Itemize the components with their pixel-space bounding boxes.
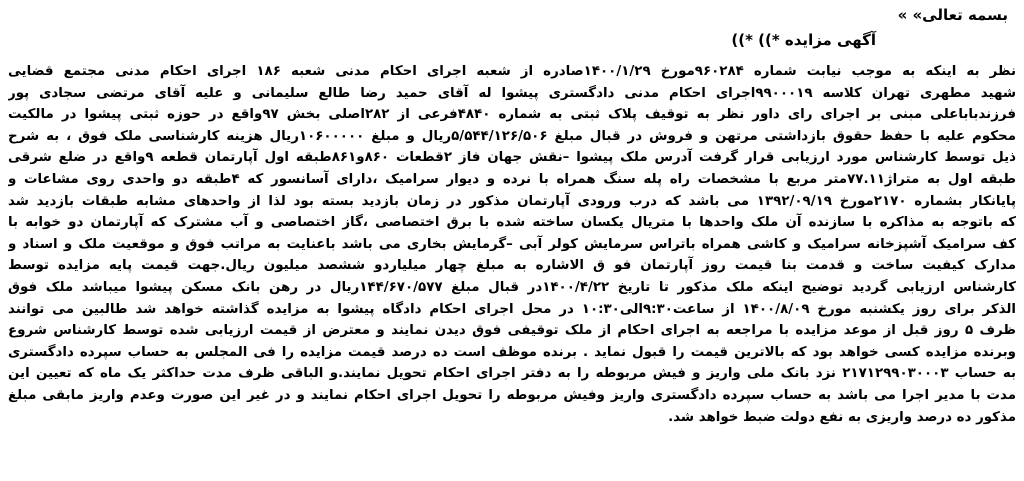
notice-line: مدارک کیفیت ساخت و قدمت بنا قیمت روز آپارتمان فو ق الاشاره به مبلغ چهار میلیاردو ششصد میلیون ریال.جهت قیمت پایه مزایده توسط [8, 258, 1016, 274]
notice-line: فرزندباباعلی مبنی بر اجرای رای داور نظر به توقیف پلاک ثبتی به شماره ۴۸۴۰فرعی از ۲۸۲اصلی بخش ۹۷واقع در حوزه ثبتی پیشوا در مالکیت [8, 107, 1016, 123]
notice-body [8, 61, 1016, 428]
notice-line-final: مذکور ده درصد واریزی به نفع دولت ضبط خواهد شد. [668, 409, 1016, 425]
notice-line: کارشناس ارزیابی گردید توضیح اینکه ملک مذکور تا تاریخ ۱۴۰۰/۴/۲۲در قبال مبلغ ۱۴۴/۶۷۰/۵۷۷ریال در رهن بانک مسکن پیشوا میباشد ملک فوق [8, 279, 1016, 295]
notice-line: شهید مطهری تهران کلاسه ۹۹۰۰۰۱۹اجرای احکام مدنی دادگستری پیشوا له آقای حمید رضا طالع سلیمانی و علیه آقای مرتضی سجادی پور [8, 85, 1016, 101]
notice-line: پایانکار بشماره ۲۱۷۰مورخ ۱۳۹۲/۰۹/۱۹ می باشد که درب ورودی آپارتمان مذکور در زمان بازدید بسته بود لذا از واحدهای مشابه طبقات بازدید شد [8, 193, 1016, 209]
notice-line: نظر به اینکه به موجب نیابت شماره ۹۶۰۲۸۴مورخ ۱۴۰۰/۱/۲۹صادره از شعبه اجرای احکام مدنی شعبه ۱۸۶ اجرای احکام مدنی مجتمع قضایی [8, 64, 1016, 79]
notice-title: آگهی مزایده *)) *)) [731, 31, 876, 49]
notice-line: محکوم علیه با حفظ حقوق بازداشتی مرتهن و فروش در قبال مبلغ ۵/۵۴۴/۱۲۶/۵۰۶ریال و مبلغ ۱۰۶۰۰۰۰۰ریال هزینه کارشناسی ملک فوق ، به شرح [8, 128, 1016, 144]
notice-line: وبرنده مزایده کسی خواهد بود که بالاترین قیمت را قبول نماید . برنده موظف است ده درصد قیمت مزایده را فی المجلس به حساب سپرده دادگستری [8, 344, 1016, 360]
notice-line: کف سرامیک آشپزخانه سرامیک و کاشی همراه باتراس سرمایش کولر آبی –گرمایش بخاری می باشد باعنایت به مراتب فوق و موقعیت ملک و اسناد و [8, 236, 1016, 252]
notice-line: الذکر برای روز یکشنبه مورخ ۱۴۰۰/۸/۰۹ از ساعت۹:۳۰الی۱۰:۳۰ در محل اجرای احکام دادگاه پیشوا به مزایده گذاشته خواهد شد طالبین می توانند [8, 301, 1016, 317]
notice-header: بسمه تعالی» » [897, 6, 1008, 24]
notice-line: طبقه اول به متراژ۷۷.۱۱متر مربع با مشخصات راه پله سنگ همراه با نرده و دیوار سرامیک ،دارای آسانسور که ۴طبقه دو واحدی روی مشاعات و [8, 171, 1016, 187]
notice-line: که باتوجه به مذاکره با سازنده آن ملک واحدها با متریال یکسان ساخته شده با برق اختصاصی ،گاز اختصاصی و آب مشترک که آپارتمان دو خوابه با [8, 215, 1016, 231]
notice-line: ذیل توسط کارشناس مورد ارزیابی قرار گرفت آدرس ملک پیشوا –نقش جهان فاز ۲قطعات ۸۶۰و۸۶۱طبقه اول آپارتمان قطعه ۹واقع در ضلع شرقی [8, 150, 1016, 166]
notice-line: ظرف ۵ روز قبل از موعد مزایده با مراجعه به اجرای احکام از ملک توقیفی فوق دیدن نمایند و معترض از قیمت ارزیابی شده توسط کارشناس شروع [8, 323, 1016, 339]
notice-line: به حساب ۲۱۷۱۲۹۹۰۳۰۰۰۳ نزد بانک ملی واریز و فیش مربوطه را به دفتر اجرای احکام تحویل نمایند.و الباقی ظرف مدت حداکثر یک ماه که تعیین این [8, 366, 1016, 382]
notice-line: مدت با مدیر اجرا می باشد به حساب سپرده دادگستری واریز وفیش مربوطه را تحویل اجرای احکام نمایند و در غیر این صورت وعدم واریز مابقی مبلغ [8, 387, 1016, 403]
